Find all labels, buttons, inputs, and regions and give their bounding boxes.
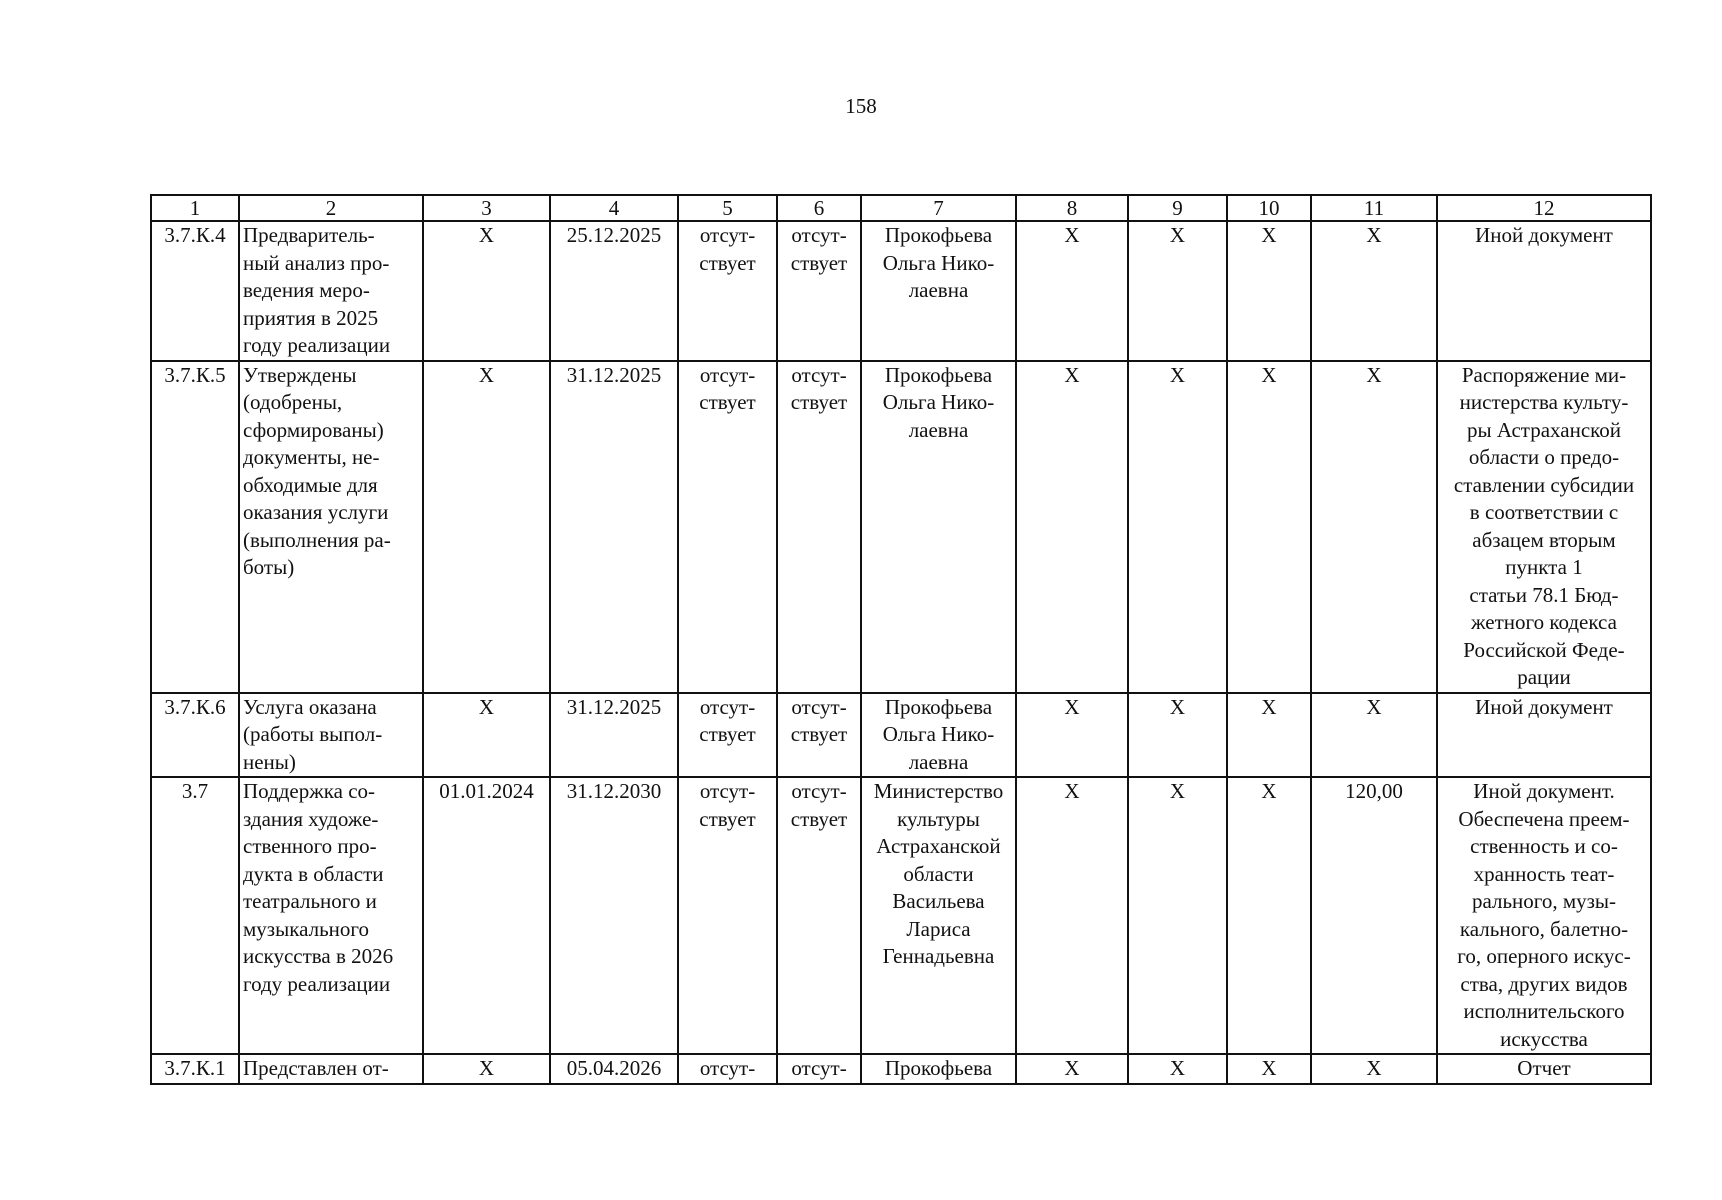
- table-cell: 25.12.2025: [550, 221, 678, 361]
- table-cell: отсут-: [777, 1054, 861, 1084]
- header-cell: 1: [151, 195, 239, 221]
- row-name-cell: Поддержка со- здания художе- ственного про- дукта в области театрального и музыкального искусства в 2026 году реализации: [239, 777, 423, 1054]
- table-cell: 31.12.2025: [550, 361, 678, 693]
- table-cell: 31.12.2025: [550, 693, 678, 778]
- table-cell: отсут- ствует: [678, 361, 777, 693]
- row-code-cell: 3.7.К.1: [151, 1054, 239, 1084]
- header-cell: 5: [678, 195, 777, 221]
- table-cell: Прокофьева: [861, 1054, 1016, 1084]
- row-name-cell: Предваритель- ный анализ про- ведения меро- приятия в 2025 году реализации: [239, 221, 423, 361]
- header-cell: 6: [777, 195, 861, 221]
- row-code-cell: 3.7.К.6: [151, 693, 239, 778]
- table-cell: Х: [1227, 693, 1311, 778]
- table-cell: 120,00: [1311, 777, 1437, 1054]
- row-name-cell: Представлен от-: [239, 1054, 423, 1084]
- table-cell: отсут- ствует: [678, 777, 777, 1054]
- header-cell: 3: [423, 195, 550, 221]
- table-cell: Иной документ: [1437, 693, 1651, 778]
- table-header-row: [151, 195, 1651, 221]
- table-cell: Х: [423, 693, 550, 778]
- header-cell: 9: [1128, 195, 1227, 221]
- row-code-cell: 3.7.К.4: [151, 221, 239, 361]
- table-cell: Х: [1227, 221, 1311, 361]
- table-cell: Прокофьева Ольга Нико- лаевна: [861, 693, 1016, 778]
- header-cell: 10: [1227, 195, 1311, 221]
- table-cell: Х: [1311, 221, 1437, 361]
- table-cell: Прокофьева Ольга Нико- лаевна: [861, 361, 1016, 693]
- table-cell: Иной документ. Обеспечена преем- ственность и со- хранность теат- рального, музы- кального, балетно- го, оперного искус- ства, других видов исполнительского искусства: [1437, 777, 1651, 1054]
- plan-table: [150, 194, 1652, 1085]
- header-cell: 7: [861, 195, 1016, 221]
- table-cell: Министерство культуры Астраханской области Васильева Лариса Геннадьевна: [861, 777, 1016, 1054]
- header-cell: 2: [239, 195, 423, 221]
- table-cell: 01.01.2024: [423, 777, 550, 1054]
- table-cell: отсут- ствует: [678, 221, 777, 361]
- row-name-cell: Утверждены (одобрены, сформированы) документы, не- обходимые для оказания услуги (выполнения ра- боты): [239, 361, 423, 693]
- table-cell: Х: [1227, 361, 1311, 693]
- header-cell: 12: [1437, 195, 1651, 221]
- header-cell: 11: [1311, 195, 1437, 221]
- table-cell: Х: [1016, 361, 1128, 693]
- table-cell: Х: [1016, 221, 1128, 361]
- table-row: [151, 361, 1651, 693]
- table-cell: отсут- ствует: [777, 221, 861, 361]
- table-cell: Прокофьева Ольга Нико- лаевна: [861, 221, 1016, 361]
- table-cell: Х: [1128, 221, 1227, 361]
- row-code-cell: 3.7.К.5: [151, 361, 239, 693]
- table-cell: Х: [1128, 693, 1227, 778]
- table-row: [151, 221, 1651, 361]
- table-cell: отсут-: [678, 1054, 777, 1084]
- table-cell: Х: [1227, 777, 1311, 1054]
- table-cell: отсут- ствует: [777, 693, 861, 778]
- table-cell: Х: [1311, 693, 1437, 778]
- table-cell: отсут- ствует: [777, 777, 861, 1054]
- table-cell: 05.04.2026: [550, 1054, 678, 1084]
- table-cell: Х: [423, 1054, 550, 1084]
- table-cell: Х: [1128, 777, 1227, 1054]
- table-cell: Х: [1311, 361, 1437, 693]
- table-cell: Отчет: [1437, 1054, 1651, 1084]
- table-cell: Х: [1227, 1054, 1311, 1084]
- table-row: [151, 693, 1651, 778]
- table-cell: отсут- ствует: [777, 361, 861, 693]
- table-cell: Х: [423, 221, 550, 361]
- table-cell: Х: [423, 361, 550, 693]
- table-cell: Х: [1016, 1054, 1128, 1084]
- table-cell: 31.12.2030: [550, 777, 678, 1054]
- row-name-cell: Услуга оказана (работы выпол- нены): [239, 693, 423, 778]
- table-row: [151, 1054, 1651, 1084]
- table-cell: Х: [1016, 693, 1128, 778]
- table-cell: Х: [1311, 1054, 1437, 1084]
- table-row: [151, 777, 1651, 1054]
- header-cell: 4: [550, 195, 678, 221]
- table-cell: Х: [1128, 361, 1227, 693]
- page-number: 158: [845, 94, 877, 118]
- table-cell: Иной документ: [1437, 221, 1651, 361]
- table-cell: Х: [1016, 777, 1128, 1054]
- table-cell: Распоряжение ми- нистерства культу- ры Астраханской области о предо- ставлении субсидии в соответствии с абзацем вторым пункта 1 статьи 78.1 Бюд- жетного кодекса Российской Феде- рации: [1437, 361, 1651, 693]
- row-code-cell: 3.7: [151, 777, 239, 1054]
- table-cell: Х: [1128, 1054, 1227, 1084]
- header-cell: 8: [1016, 195, 1128, 221]
- table-cell: отсут- ствует: [678, 693, 777, 778]
